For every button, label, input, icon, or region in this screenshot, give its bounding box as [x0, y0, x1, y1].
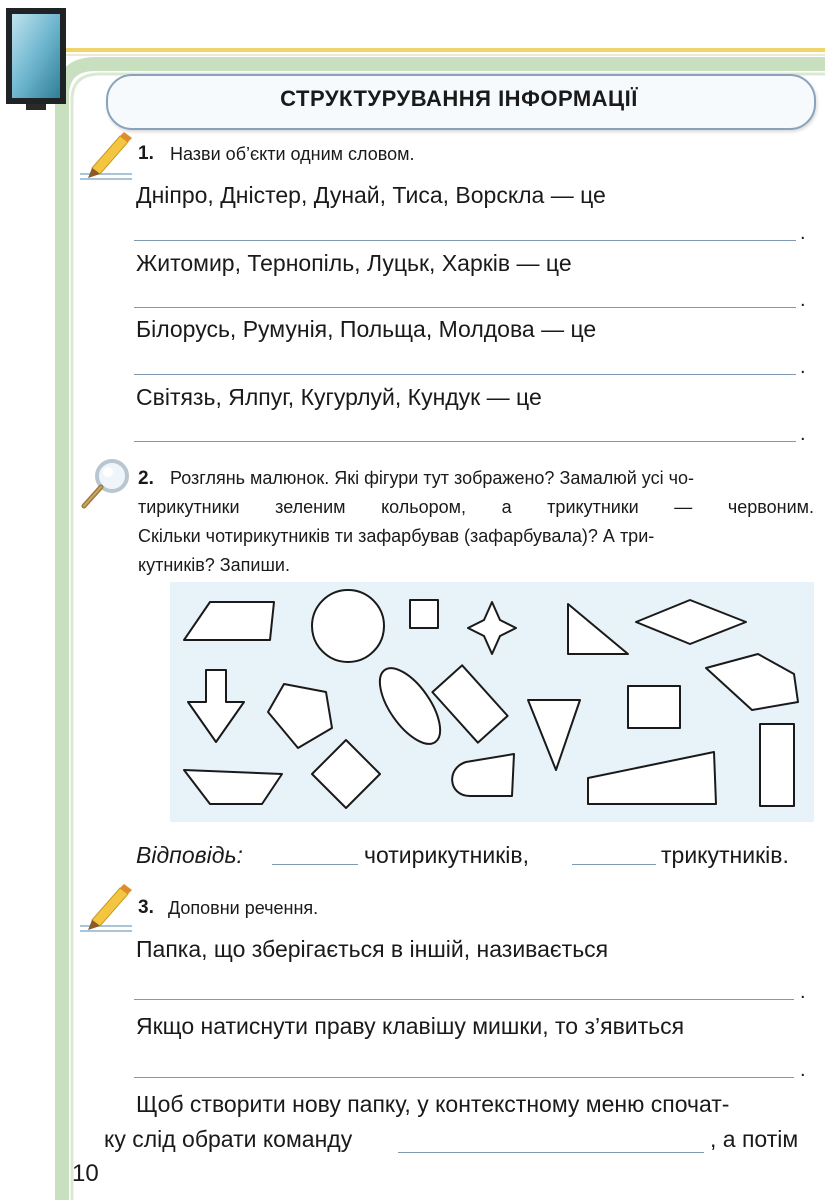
task1-answer-field-2[interactable] — [134, 307, 796, 308]
task3-command-field[interactable] — [398, 1152, 704, 1153]
trapezoid-shape — [184, 602, 274, 640]
quadrilaterals-count-field[interactable] — [272, 864, 358, 865]
task2-instruction-4: кутників? Запиши. — [138, 555, 290, 575]
magnifier-icon — [80, 456, 132, 512]
arrow-shape — [188, 670, 244, 742]
page-title: СТРУКТУРУВАННЯ ІНФОРМАЦІЇ — [280, 86, 638, 111]
task1-instruction: Назви об’єкти одним словом. — [170, 144, 415, 164]
teardrop-shape — [452, 754, 514, 796]
task3-line-3c: , а потім — [710, 1126, 799, 1152]
task3-line-1: Папка, що зберігається в іншій, називається — [136, 936, 609, 962]
task3-line-2: Якщо натиснути праву клавішу мишки, то з’явиться — [136, 1013, 685, 1039]
task3-line-3b: ку слід обрати команду — [104, 1126, 353, 1152]
pencil-icon — [78, 128, 138, 184]
task1-answer-field-1[interactable] — [134, 240, 796, 241]
shapes-picture — [170, 582, 814, 822]
task1-answer-field-3[interactable] — [134, 374, 796, 375]
task2-instruction-1: Розглянь малюнок. Які фігури тут зображено? Замалюй усі чо- — [170, 468, 694, 488]
page-number: 10 — [72, 1160, 99, 1187]
task2-answer-label: Відповідь: — [136, 842, 243, 868]
ellipse-shape — [368, 658, 451, 753]
task1-end-mark-4: . — [800, 423, 806, 445]
task1-end-mark-3: . — [800, 356, 806, 378]
task2-number: 2. — [138, 468, 154, 489]
task1-line-1: Дніпро, Дністер, Дунай, Тиса, Ворскла — це — [136, 182, 606, 208]
task1-line-2: Житомир, Тернопіль, Луцьк, Харків — це — [136, 250, 572, 276]
rectangle-shape — [628, 686, 680, 728]
pencil-icon — [78, 880, 138, 936]
rhombus-shape — [636, 600, 746, 644]
task3-number: 3. — [138, 897, 154, 918]
star-shape — [468, 602, 516, 654]
triangle-down-shape — [528, 700, 580, 770]
task2-tri-word: трикутників. — [661, 842, 789, 868]
task3-end-mark-2: . — [800, 1059, 806, 1081]
task3-answer-field-2[interactable] — [134, 1077, 794, 1078]
diamond-shape — [312, 740, 380, 808]
monitor-icon — [6, 8, 70, 110]
wide-trapezoid-shape — [588, 752, 716, 804]
task1-end-mark-1: . — [800, 222, 806, 244]
task1-line-3: Білорусь, Румунія, Польща, Молдова — це — [136, 316, 597, 342]
task1-end-mark-2: . — [800, 289, 806, 311]
quadrilateral-shape — [184, 770, 282, 804]
task3-end-mark-1: . — [800, 981, 806, 1003]
irregular-hexagon-shape — [706, 654, 798, 710]
small-square-shape — [410, 600, 438, 628]
tilted-rectangle-shape — [432, 665, 507, 742]
task1-answer-field-4[interactable] — [134, 441, 796, 442]
tall-rectangle-shape — [760, 724, 794, 806]
task2-quad-word: чотирикутників, — [364, 842, 529, 868]
triangles-count-field[interactable] — [572, 864, 656, 865]
task3-line-3a: Щоб створити нову папку, у контекстному меню спочат- — [136, 1091, 730, 1117]
task2-instruction-2: тирикутники зеленим кольором, а трикутники — червоним. — [138, 497, 814, 517]
right-triangle-shape — [568, 604, 628, 654]
task3-answer-field-1[interactable] — [134, 999, 794, 1000]
task3-instruction: Доповни речення. — [168, 898, 319, 918]
circle-shape — [312, 590, 384, 662]
pentagon-shape — [268, 684, 332, 748]
task1-line-4: Світязь, Ялпуг, Кугурлуй, Кундук — це — [136, 384, 542, 410]
task1-number: 1. — [138, 143, 154, 164]
task2-instruction-3: Скільки чотирикутників ти зафарбував (зафарбувала)? А три- — [138, 526, 655, 546]
